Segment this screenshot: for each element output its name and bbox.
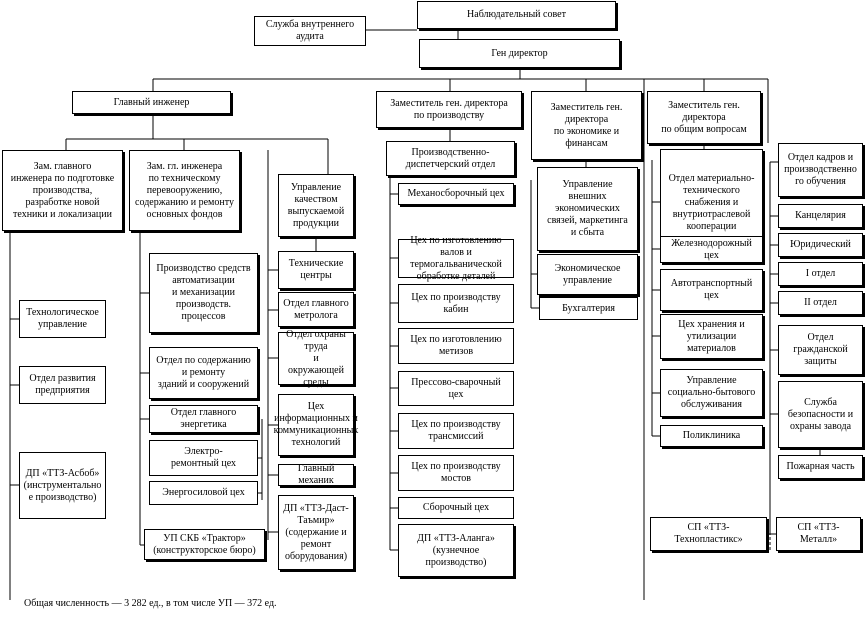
footnote: Общая численность — 3 282 ед., в том числе УП — 372 ед. [24,598,277,609]
box-metro: Отдел главного метролога [278,292,354,327]
box-alanga: ДП «ТТЗ-Аланга» (кузнечное производство) [398,524,514,577]
box-civil: Отдел гражданской защиты [778,325,863,375]
box-energy: Отдел главного энергетика [149,405,258,433]
box-electro: Электро- ремонтный цех [149,440,258,476]
box-dep-prod: Заместитель ген. директора по производству [376,91,522,128]
box-axles: Цех по производству мостов [398,455,514,491]
box-acct: Бухгалтерия [539,297,638,320]
box-techmgmt: Технологическое управление [19,300,106,338]
box-metal: СП «ТТЗ- Металл» [776,517,861,551]
box-assembly: Сборочный цех [398,497,514,519]
box-fire: Пожарная часть [778,455,863,479]
box-buildings: Отдел по содержанию и ремонту зданий и сооружений [149,347,258,399]
box-mech: Механосборочный цех [398,183,514,205]
box-d2: II отдел [778,291,863,315]
box-board: Наблюдательный совет [417,1,616,29]
box-automation: Производство средств автоматизации и механизации производств. процессов [149,253,258,333]
box-chief-eng: Главный инженер [72,91,231,114]
box-office: Канцелярия [778,204,863,228]
box-quality: Управление качеством выпускаемой продукции [278,174,354,237]
box-techcenters: Технические центры [278,251,354,289]
box-legal: Юридический [778,233,863,257]
box-ext: Управление внешних экономических связей, маркетинга и сбыта [537,167,638,251]
box-pdo: Производственно- диспетчерский отдел [386,141,515,176]
box-devdept: Отдел развития предприятия [19,366,106,404]
box-dast: ДП «ТТЗ-Даст- Таъмир» (содержание и ремонт оборудования) [278,495,354,570]
box-d1: I отдел [778,262,863,286]
box-cabins: Цех по производству кабин [398,284,514,323]
box-rail: Железнодорожный цех [660,236,763,263]
box-hr: Отдел кадров и производственно го обучения [778,143,863,197]
box-chief-mech: Главный механик [278,464,354,486]
box-storage: Цех хранения и утилизации материалов [660,314,763,359]
box-plastic: СП «ТТЗ- Технопластикс» [650,517,767,551]
box-trans: Цех по производству трансмиссий [398,413,514,449]
box-asbob: ДП «ТТЗ-Асбоб» (инструментально е производство) [19,452,106,519]
box-audit: Служба внутреннего аудита [254,16,366,46]
box-ceo: Ген директор [419,39,620,68]
box-dce-prep: Зам. главного инженера по подготовке производства, разработке новой техники и локализации [2,150,123,231]
box-clinic: Поликлиника [660,425,763,447]
box-security: Служба безопасности и охраны завода [778,381,863,448]
box-supply: Отдел материально- технического снабжения и внутриотраслевой кооперации [660,149,763,256]
box-hardware: Цех по изготовлению метизов [398,328,514,364]
box-labor: Отдел охраны труда и окружающей среды [278,332,354,385]
box-dep-gen: Заместитель ген. директора по общим вопросам [647,91,761,144]
box-auto: Автотранспортный цех [660,269,763,311]
box-skb: УП СКБ «Трактор» (конструкторское бюро) [144,529,265,560]
box-power: Энергосиловой цех [149,481,258,505]
box-shafts: Цех по изготовлению валов и термогальванической обработке деталей [398,239,514,278]
box-social: Управление социально-бытового обслуживания [660,369,763,417]
box-dep-econ: Заместитель ген. директора по экономике и финансам [531,91,642,160]
box-press: Прессово-сварочный цех [398,371,514,406]
box-it: Цех информационных и коммуникационных технологий [278,394,354,456]
box-dce-tech: Зам. гл. инженера по техническому перевооружению, содержанию и ремонту основных фондов [129,150,240,231]
box-econ: Экономическое управление [537,254,638,295]
